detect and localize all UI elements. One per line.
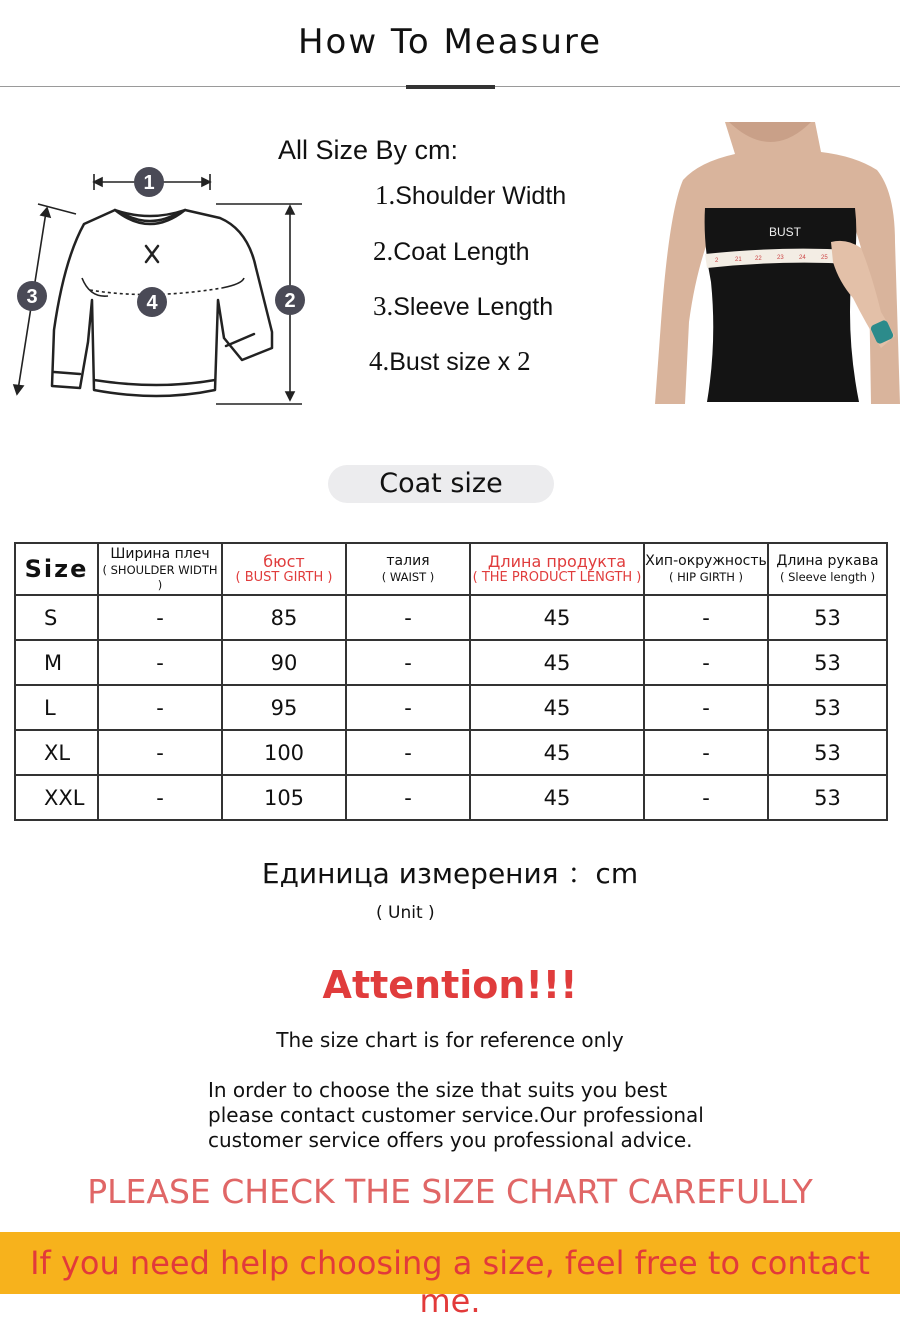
cell-size: XXL — [15, 775, 98, 820]
cell-bust-girth: 100 — [222, 730, 346, 775]
cell-size: S — [15, 595, 98, 640]
page-title: How To Measure — [297, 22, 603, 62]
cell-bust-girth: 85 — [222, 595, 346, 640]
bust-label: BUST — [768, 225, 802, 239]
measure-item-number: 2. — [373, 236, 394, 266]
cell-size: L — [15, 685, 98, 730]
tape-number: 21 — [735, 257, 742, 263]
cell-hip-girth: - — [644, 730, 768, 775]
cell-product-length: 45 — [470, 730, 644, 775]
cell-sleeve-length: 53 — [768, 775, 887, 820]
measure-item-sleeve — [373, 291, 553, 322]
table-row — [15, 730, 887, 775]
header-sub: ( Sleeve length ) — [779, 570, 876, 584]
header-main: талия — [386, 553, 430, 569]
header-main: Длина рукава — [776, 553, 879, 569]
cell-bust-girth: 90 — [222, 640, 346, 685]
cell-bust-girth: 95 — [222, 685, 346, 730]
measure-item-number: 3. — [373, 291, 394, 321]
coat-size-heading: Coat size — [328, 465, 554, 503]
measure-item-label: Bust size x — [389, 348, 511, 376]
header-sub: ( SHOULDER WIDTH ) — [102, 562, 218, 592]
tape-number: 2 — [715, 258, 719, 264]
header-shoulder-width — [98, 543, 222, 595]
advice-line: In order to choose the size that suits you best — [208, 1078, 668, 1102]
header-size: Size — [15, 543, 98, 595]
header-sub: ( WAIST ) — [381, 570, 435, 584]
measure-heading: All Size By cm: — [278, 135, 459, 165]
cell-size: XL — [15, 730, 98, 775]
table-row — [15, 640, 887, 685]
header-sleeve-length — [768, 543, 887, 595]
cell-shoulder-width: - — [98, 595, 222, 640]
header-sub: ( THE PRODUCT LENGTH ) — [472, 570, 642, 585]
advice-line: please contact customer service.Our professional — [208, 1103, 704, 1127]
header-product-length — [470, 543, 644, 595]
cell-hip-girth: - — [644, 595, 768, 640]
header-waist — [346, 543, 470, 595]
measure-item-coat-length — [373, 236, 529, 267]
title-accent-bar — [406, 85, 495, 89]
bust-photo — [655, 122, 900, 404]
cell-product-length: 45 — [470, 640, 644, 685]
cell-size: M — [15, 640, 98, 685]
measure-item-bust — [369, 346, 531, 377]
header-main: Ширина плеч — [110, 545, 210, 562]
tape-number: 25 — [821, 255, 828, 261]
contact-banner-text: If you need help choosing a size, feel free to contact me. — [30, 1244, 870, 1320]
tape-number: 23 — [777, 255, 784, 261]
marker-2-label: 2 — [284, 290, 296, 312]
table-header-row — [15, 543, 887, 595]
cell-shoulder-width: - — [98, 775, 222, 820]
cell-sleeve-length: 53 — [768, 685, 887, 730]
cell-waist: - — [346, 775, 470, 820]
cell-sleeve-length: 53 — [768, 595, 887, 640]
check-size-warning: PLEASE CHECK THE SIZE CHART CAREFULLY — [87, 1172, 813, 1211]
cell-hip-girth: - — [644, 640, 768, 685]
header-sub: ( HIP GIRTH ) — [668, 570, 744, 584]
measure-item-label: Shoulder Width — [395, 182, 567, 210]
cell-sleeve-length: 53 — [768, 730, 887, 775]
table-row — [15, 595, 887, 640]
measure-item-number: 1. — [375, 180, 396, 210]
marker-1-label: 1 — [143, 172, 155, 194]
reference-note: The size chart is for reference only — [276, 1028, 624, 1052]
tape-number: 22 — [755, 256, 762, 262]
cell-bust-girth: 105 — [222, 775, 346, 820]
sweater-diagram — [10, 150, 320, 420]
header-main: бюст — [263, 552, 305, 571]
header-hip-girth — [644, 543, 768, 595]
cell-hip-girth: - — [644, 685, 768, 730]
header-sub: ( BUST GIRTH ) — [235, 570, 333, 585]
table-row — [15, 685, 887, 730]
unit-label: Единица измерения ：cm — [261, 857, 639, 890]
cell-waist: - — [346, 685, 470, 730]
advice-text — [208, 1078, 704, 1153]
table-row — [15, 775, 887, 820]
cell-product-length: 45 — [470, 685, 644, 730]
cell-product-length: 45 — [470, 775, 644, 820]
advice-line: customer service offers you professional advice. — [208, 1128, 693, 1152]
size-table — [14, 542, 888, 821]
cell-shoulder-width: - — [98, 640, 222, 685]
cell-waist: - — [346, 730, 470, 775]
attention-heading: Attention!!! — [322, 963, 578, 1007]
cell-waist: - — [346, 595, 470, 640]
header-main: Длина продукта — [487, 552, 627, 571]
measure-item-multiplier: 2 — [517, 346, 531, 376]
cell-waist: - — [346, 640, 470, 685]
marker-3-label: 3 — [26, 286, 38, 308]
cell-product-length: 45 — [470, 595, 644, 640]
cell-shoulder-width: - — [98, 685, 222, 730]
header-bust-girth — [222, 543, 346, 595]
tape-number: 24 — [799, 255, 806, 261]
measure-item-label: Sleeve Length — [393, 293, 554, 321]
measure-item-shoulder — [375, 180, 566, 211]
cell-hip-girth: - — [644, 775, 768, 820]
measure-item-label: Coat Length — [393, 238, 530, 266]
unit-sublabel: ( Unit ) — [376, 903, 435, 923]
cell-sleeve-length: 53 — [768, 640, 887, 685]
cell-shoulder-width: - — [98, 730, 222, 775]
marker-4-label: 4 — [146, 292, 158, 314]
header-main: Хип-окружность — [645, 553, 767, 569]
measure-item-number: 4. — [369, 346, 390, 376]
